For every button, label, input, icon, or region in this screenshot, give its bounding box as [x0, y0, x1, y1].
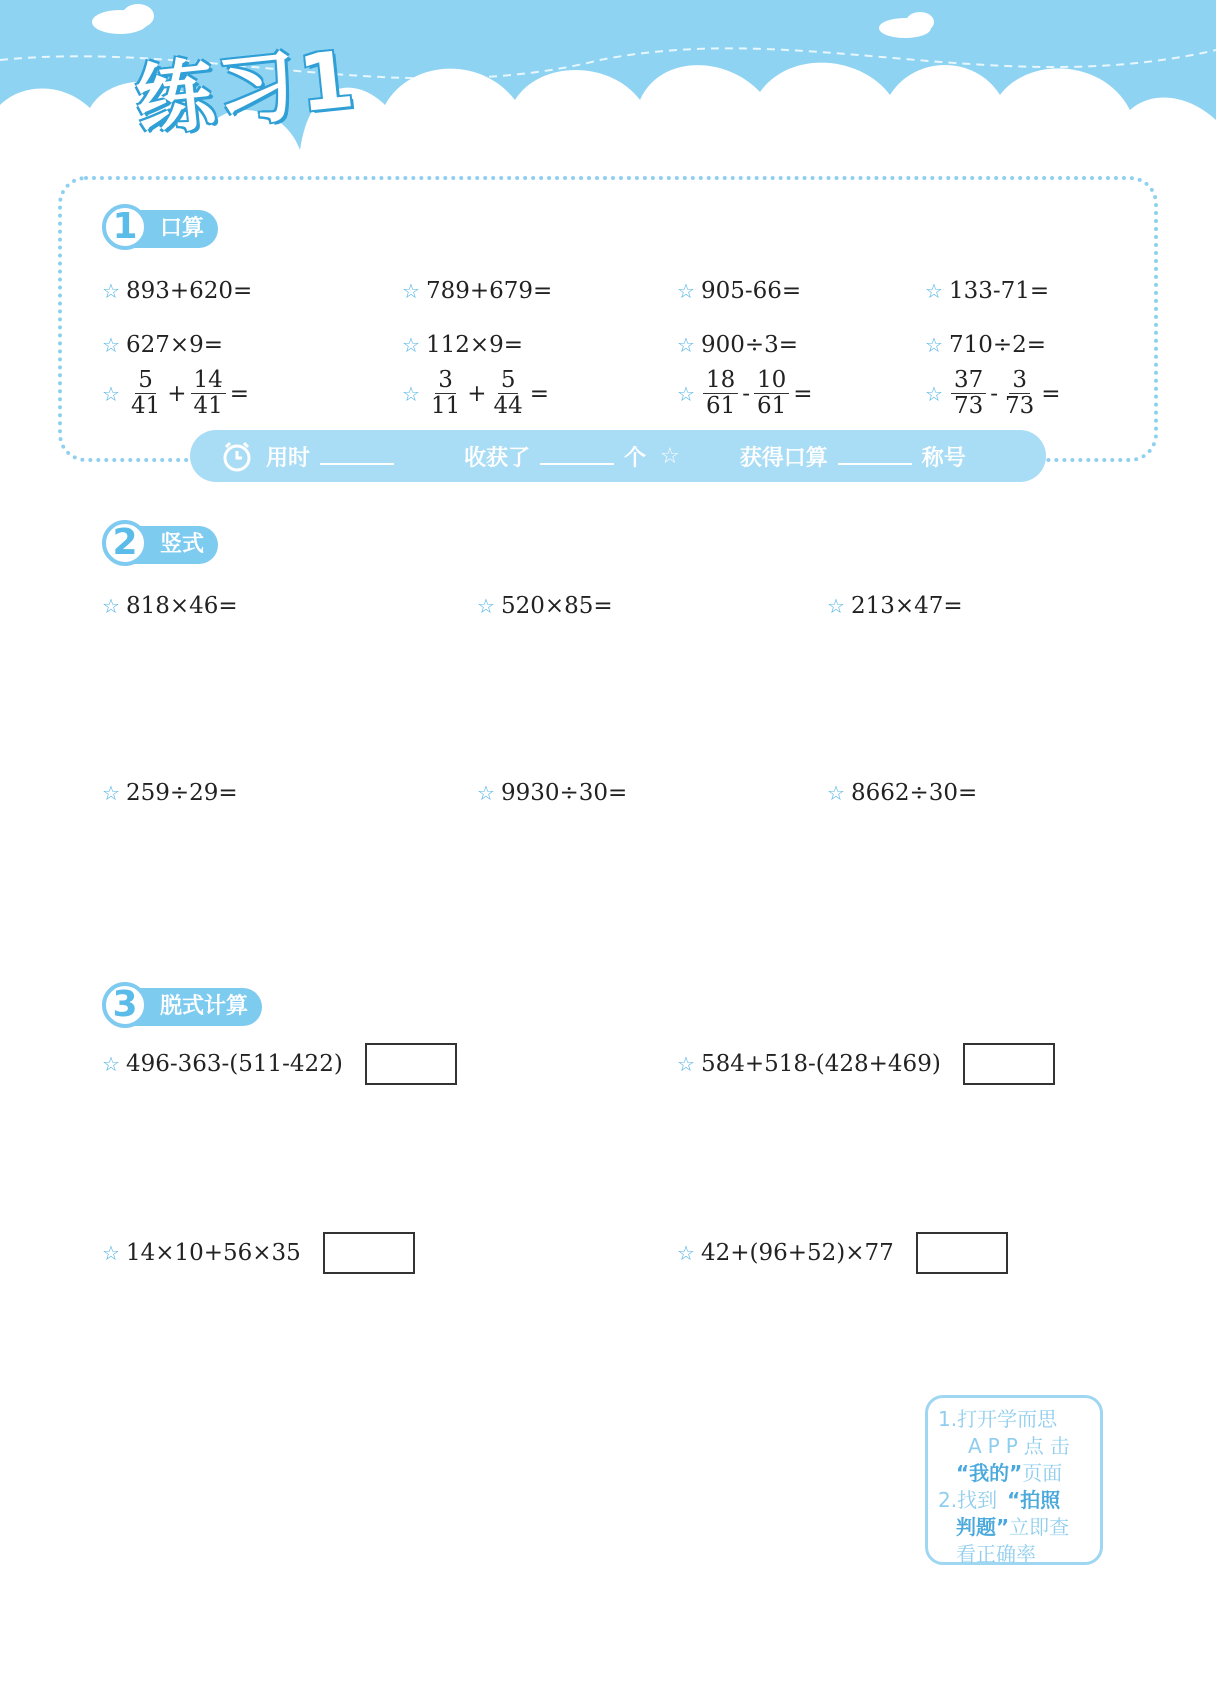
oral-problem: ☆ 905-66=	[677, 278, 802, 304]
star-icon: ☆	[402, 333, 420, 357]
section-1-label: 口算	[132, 210, 218, 248]
star-icon: ☆	[102, 781, 120, 805]
oral-problem: ☆ 900÷3=	[677, 332, 799, 358]
clock-icon	[220, 439, 254, 473]
star-icon: ☆	[102, 279, 120, 303]
harvest-label: 收获了	[464, 445, 531, 471]
section-3-label: 脱式计算	[132, 988, 262, 1026]
vertical-problem: ☆ 259÷29=	[102, 780, 238, 806]
star-icon: ☆	[677, 333, 695, 357]
answer-box[interactable]	[323, 1232, 415, 1274]
fraction-problem: ☆ $\frac{18}{61}$ - $\frac{10}{61}$ =	[677, 367, 813, 420]
fraction: $\frac{14}{41}$	[191, 368, 226, 420]
time-blank[interactable]	[320, 447, 394, 465]
section-2-label: 竖式	[132, 526, 218, 564]
star-icon: ☆	[477, 781, 495, 805]
oral-problem: ☆ 893+620=	[102, 278, 253, 304]
answer-box[interactable]	[365, 1043, 457, 1085]
unit-label: 个	[624, 445, 647, 471]
stepwise-problem: ☆ 14×10+56×35	[102, 1232, 415, 1274]
fraction: $\frac{3}{11}$	[430, 367, 461, 420]
fraction: $\frac{10}{61}$	[754, 368, 789, 420]
star-icon: ☆	[102, 1052, 120, 1076]
star-icon: ☆	[102, 1241, 120, 1265]
star-icon: ☆	[925, 333, 943, 357]
vertical-problem: ☆ 8662÷30=	[827, 780, 978, 806]
time-label: 用时	[266, 445, 311, 471]
section-3-number: 3	[102, 982, 148, 1028]
stepwise-problem: ☆ 584+518-(428+469)	[677, 1043, 1055, 1085]
page-title: 练习1	[131, 34, 363, 148]
oral-problem: ☆ 710÷2=	[925, 332, 1047, 358]
section-2-number: 2	[102, 520, 148, 566]
star-icon: ☆	[677, 279, 695, 303]
fraction: $\frac{3}{73}$	[1005, 367, 1035, 420]
fraction: $\frac{18}{61}$	[703, 368, 738, 420]
vertical-problem: ☆ 213×47=	[827, 593, 963, 619]
title-blank[interactable]	[838, 447, 912, 465]
vertical-problem: ☆ 520×85=	[477, 593, 613, 619]
oral-problem: ☆ 627×9=	[102, 332, 224, 358]
star-icon: ☆	[827, 781, 845, 805]
fraction-problem: ☆ $\frac{3}{11}$ + $\frac{5}{44}$ =	[402, 367, 550, 420]
oral-problem: ☆ 133-71=	[925, 278, 1050, 304]
answer-box[interactable]	[916, 1232, 1008, 1274]
star-icon: ☆	[677, 1241, 695, 1265]
star-icon: ☆	[925, 279, 943, 303]
fraction: $\frac{5}{44}$	[493, 367, 523, 420]
oral-problem: ☆ 112×9=	[402, 332, 524, 358]
star-icon: ☆	[102, 594, 120, 618]
star-icon: ☆	[102, 333, 120, 357]
answer-box[interactable]	[963, 1043, 1055, 1085]
app-instructions-note: 1.打开学而思 APP点击 “我的”页面 2.找到 “拍照 判题”立即查 看正确率	[925, 1395, 1103, 1565]
star-icon: ☆	[477, 594, 495, 618]
fraction: $\frac{37}{73}$	[951, 368, 986, 420]
star-icon: ☆	[402, 381, 420, 406]
star-icon: ☆	[827, 594, 845, 618]
result-status-bar	[190, 430, 1046, 482]
fraction: $\frac{5}{41}$	[130, 367, 161, 420]
section-1-number: 1	[102, 204, 148, 250]
fraction-problem: ☆ $\frac{37}{73}$ - $\frac{3}{73}$ =	[925, 367, 1061, 420]
star-icon: ☆	[925, 381, 943, 406]
star-icon: ☆	[677, 381, 695, 406]
vertical-problem: ☆ 818×46=	[102, 593, 238, 619]
fraction-problem: ☆ $\frac{5}{41}$ + $\frac{14}{41}$ =	[102, 367, 250, 420]
oral-problem: ☆ 789+679=	[402, 278, 553, 304]
stepwise-problem: ☆ 496-363-(511-422)	[102, 1043, 457, 1085]
star-icon: ☆	[660, 443, 680, 469]
stepwise-problem: ☆ 42+(96+52)×77	[677, 1232, 1008, 1274]
vertical-problem: ☆ 9930÷30=	[477, 780, 628, 806]
title-label: 称号	[921, 445, 966, 471]
star-icon: ☆	[102, 381, 120, 406]
harvest-blank[interactable]	[540, 447, 614, 465]
earn-label: 获得口算	[739, 445, 828, 471]
star-icon: ☆	[677, 1052, 695, 1076]
star-icon: ☆	[402, 279, 420, 303]
